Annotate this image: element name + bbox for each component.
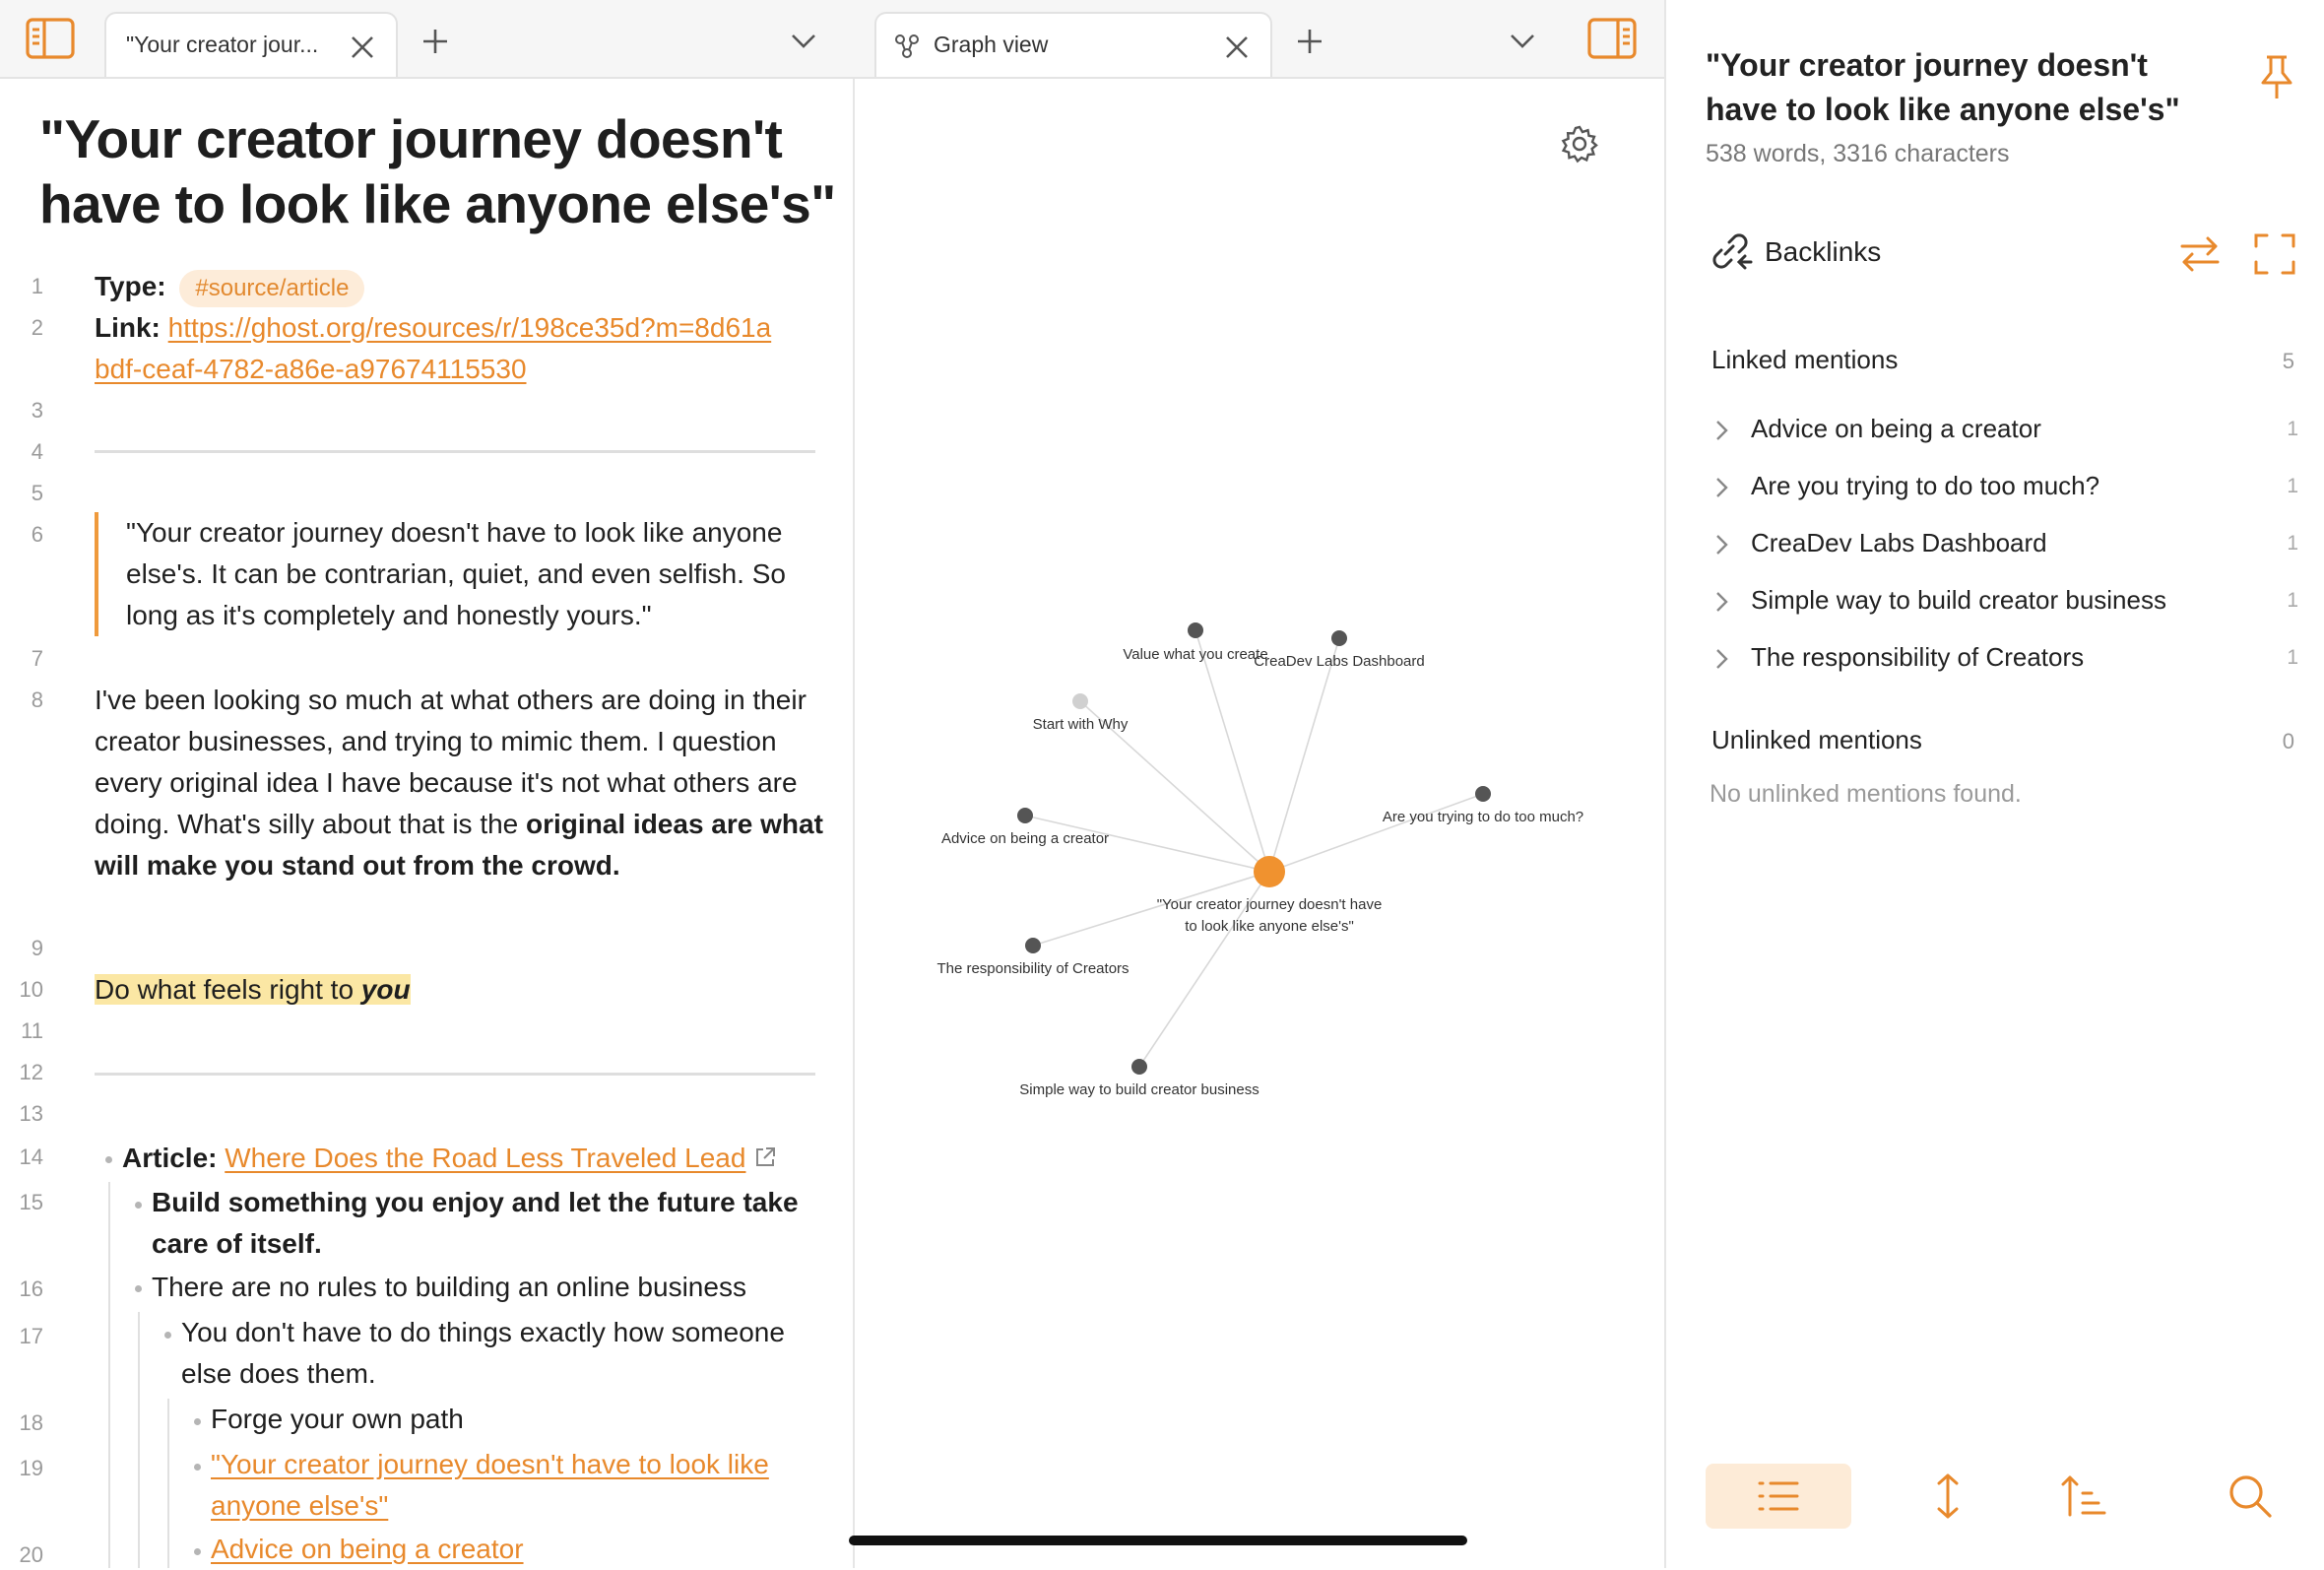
line-number: 11: [21, 1018, 43, 1043]
pin-icon[interactable]: [2257, 53, 2296, 102]
graph-edge: [1269, 638, 1339, 872]
list-item: There are no rules to building an online business: [152, 1272, 746, 1302]
line-number: 20: [19, 1542, 43, 1567]
linked-mention-item[interactable]: [1711, 634, 2302, 684]
expand-icon[interactable]: [2253, 232, 2296, 276]
line-number: 1: [31, 274, 43, 298]
property-type-label: Type:: [95, 271, 166, 301]
line-number: 4: [31, 439, 43, 464]
list-item-link: [211, 1529, 524, 1570]
type-tag[interactable]: #source/article: [179, 270, 364, 307]
bullet[interactable]: [164, 1332, 171, 1339]
article-link[interactable]: Where Does the Road Less Traveled Lead: [225, 1143, 746, 1173]
graph-icon: [894, 33, 920, 59]
linked-mention-label: Advice on being a creator: [1751, 414, 2041, 443]
bullet[interactable]: [194, 1548, 201, 1555]
line-number: 14: [19, 1145, 43, 1169]
sidebar-left-toggle-icon[interactable]: [26, 18, 75, 59]
line-number: 15: [19, 1190, 43, 1214]
linked-mention-count: 1: [2287, 646, 2298, 669]
list-view-button[interactable]: [1706, 1464, 1851, 1529]
chevron-right-icon[interactable]: [1711, 646, 1731, 672]
graph-label-resp: The responsibility of Creators: [936, 960, 1130, 977]
graph-node-advice[interactable]: [1017, 808, 1033, 823]
internal-link[interactable]: Advice on being a creator: [211, 1534, 524, 1564]
line-number: 19: [19, 1456, 43, 1480]
highlight-text: Do what feels right to: [95, 974, 361, 1005]
bullet[interactable]: [135, 1285, 142, 1292]
graph-label-toomuch: Are you trying to do too much?: [1382, 809, 1584, 825]
linked-mention-label: Are you trying to do too much?: [1751, 471, 2100, 500]
tab-graph[interactable]: [874, 12, 1272, 77]
graph-node-resp[interactable]: [1025, 938, 1041, 953]
line-number: 10: [19, 977, 43, 1002]
linked-mention-label: The responsibility of Creators: [1751, 642, 2085, 672]
bullet[interactable]: [194, 1464, 201, 1471]
property-link: [95, 307, 843, 390]
list-icon: [1757, 1477, 1800, 1515]
graph-label-current-cont: to look like anyone else's": [1185, 918, 1354, 935]
line-number: 13: [19, 1101, 43, 1126]
highlight-emphasis: you: [360, 974, 411, 1005]
graph-node-creadev[interactable]: [1331, 630, 1347, 646]
tab-note-label: "Your creator jour...: [126, 32, 319, 57]
linked-mention-item[interactable]: [1711, 520, 2302, 569]
vertical-arrows-icon: [1928, 1472, 1968, 1521]
linked-mention-count: 1: [2287, 475, 2298, 497]
line-number: 17: [19, 1324, 43, 1348]
graph-canvas[interactable]: [855, 79, 1662, 1568]
plus-icon[interactable]: [421, 28, 449, 55]
plus-icon[interactable]: [1296, 28, 1323, 55]
list-item: You don't have to do things exactly how someone else does them.: [181, 1317, 785, 1389]
property-link-label: Link:: [95, 312, 161, 343]
note-title[interactable]: "Your creator journey doesn't have to look like anyone else's": [39, 108, 836, 234]
paragraph: [95, 680, 823, 886]
unlinked-mentions-count: 0: [2282, 729, 2294, 753]
article-label: Article:: [122, 1143, 218, 1173]
linked-mentions-count: 5: [2282, 349, 2294, 373]
indent-guide: [167, 1399, 169, 1568]
linked-mention-label: Simple way to build creator business: [1751, 585, 2166, 615]
graph-node-simple[interactable]: [1131, 1059, 1147, 1075]
search-button[interactable]: [2198, 1464, 2296, 1529]
graph-label-simple: Simple way to build creator business: [1019, 1081, 1259, 1098]
source-url-link[interactable]: https://ghost.org/resources/r/198ce35d?m=8d61a: [167, 312, 772, 343]
chevron-right-icon[interactable]: [1711, 475, 1731, 500]
word-count: 538 words, 3316 characters: [1706, 140, 2010, 167]
close-icon[interactable]: [1223, 33, 1251, 61]
chevron-right-icon[interactable]: [1711, 589, 1731, 615]
collapse-results-button[interactable]: [1899, 1464, 1997, 1529]
backlinks-icon: [1706, 229, 1753, 276]
linked-mention-label: CreaDev Labs Dashboard: [1751, 528, 2047, 557]
graph-label-value: Value what you create: [1123, 646, 1268, 663]
linked-mention-count: 1: [2287, 418, 2298, 440]
horizontal-rule: [95, 1073, 815, 1076]
line-number: 8: [31, 687, 43, 712]
tab-note[interactable]: [104, 12, 398, 77]
line-number: 18: [19, 1410, 43, 1435]
line-number: 3: [31, 398, 43, 423]
unlinked-empty-message: No unlinked mentions found.: [1710, 780, 2022, 808]
line-number: 2: [31, 315, 43, 340]
backlinks-header: Backlinks: [1765, 236, 1882, 267]
bullet[interactable]: [105, 1156, 112, 1163]
source-url-link-cont[interactable]: bdf-ceaf-4782-a86e-a97674115530: [95, 354, 527, 384]
indent-guide: [138, 1312, 140, 1568]
sidebar-right-toggle-icon[interactable]: [1587, 18, 1637, 59]
linked-mention-item[interactable]: [1711, 463, 2302, 512]
linked-mention-count: 1: [2287, 589, 2298, 612]
gear-icon[interactable]: [1560, 124, 1599, 164]
graph-edge: [1269, 794, 1483, 872]
line-number: 7: [31, 646, 43, 671]
paragraph-bold: original ideas are what will make you stand out from the crowd.: [95, 809, 823, 881]
unlinked-mentions-header[interactable]: Unlinked mentions: [1711, 725, 1922, 754]
chevron-right-icon[interactable]: [1711, 418, 1731, 443]
graph-pane[interactable]: [855, 79, 1662, 1568]
blockquote: "Your creator journey doesn't have to look like anyone else's. It can be contrarian, quiet, and even selfish. So long as it's completely and honestly yours.": [95, 512, 815, 636]
list-item-link: [211, 1444, 821, 1527]
sidebar-note-title: "Your creator journey doesn't have to look like anyone else's": [1706, 47, 2180, 127]
list-item-article: [122, 1138, 777, 1179]
search-icon: [2227, 1473, 2273, 1519]
graph-label-creadev: CreaDev Labs Dashboard: [1254, 653, 1425, 670]
chevron-down-icon[interactable]: [790, 32, 817, 51]
linked-mentions-header[interactable]: Linked mentions: [1711, 345, 1899, 374]
graph-node-value[interactable]: [1188, 622, 1203, 638]
property-type: [95, 266, 364, 307]
bullet[interactable]: [135, 1202, 142, 1209]
bullet[interactable]: [194, 1418, 201, 1425]
home-indicator: [849, 1536, 1467, 1545]
external-link-icon[interactable]: [753, 1145, 777, 1169]
linked-mention-item[interactable]: [1711, 577, 2302, 626]
line-number: 12: [19, 1060, 43, 1084]
tab-graph-label: Graph view: [934, 32, 1049, 57]
graph-node-current[interactable]: [1254, 856, 1285, 887]
graph-node-toomuch[interactable]: [1475, 786, 1491, 802]
line-number: 9: [31, 936, 43, 960]
chevron-down-icon[interactable]: [1509, 32, 1536, 51]
list-item: Forge your own path: [211, 1404, 464, 1434]
line-number: 5: [31, 481, 43, 505]
graph-label-current: "Your creator journey doesn't have: [1156, 896, 1383, 913]
swap-icon[interactable]: [2178, 232, 2222, 276]
sort-icon: [2060, 1473, 2107, 1519]
list-item: Build something you enjoy and let the future take care of itself.: [152, 1187, 799, 1259]
linked-mention-item[interactable]: [1711, 406, 2302, 455]
highlight-line: [95, 969, 411, 1011]
chevron-right-icon[interactable]: [1711, 532, 1731, 557]
right-sidebar: [1664, 0, 2324, 1568]
internal-link[interactable]: "Your creator journey doesn't have to look like anyone else's": [211, 1449, 769, 1521]
line-number: 6: [31, 522, 43, 547]
graph-label-advice: Advice on being a creator: [940, 830, 1110, 847]
paragraph-text: I've been looking so much at what others are doing in their creator businesses, and trying to mimic them. I question every original idea I have because it's not what others are doing. What's silly about that is the: [95, 685, 807, 839]
linked-mention-count: 1: [2287, 532, 2298, 555]
indent-guide: [108, 1182, 110, 1568]
line-number: 16: [19, 1276, 43, 1301]
close-icon[interactable]: [349, 33, 376, 61]
graph-label-why: Start with Why: [1032, 716, 1129, 733]
sort-button[interactable]: [2034, 1464, 2133, 1529]
graph-node-why[interactable]: [1072, 693, 1088, 709]
horizontal-rule: [95, 450, 815, 453]
